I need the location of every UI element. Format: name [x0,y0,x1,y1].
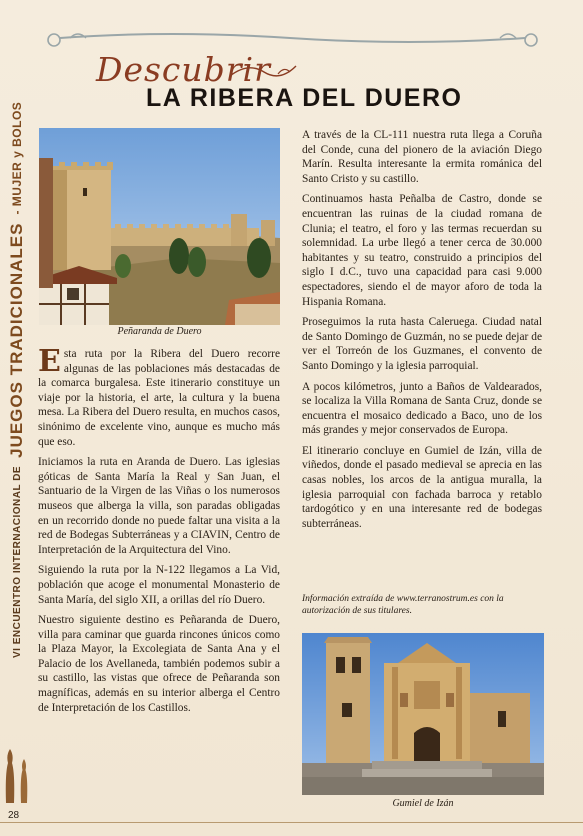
bowling-pins-icon [4,745,34,805]
photo-penaranda [39,128,280,325]
photo1-caption: Peñaranda de Duero [117,326,202,337]
banner-line-2: JUEGOS TRADICIONALES [7,222,26,458]
paragraph: Iniciamos la ruta en Aranda de Duero. Las iglesias góticas de Santa María la Real y San Juan, el Santuario de la Virgen de las Viñas o los numerosos museos que alberga la villa, son paradas obligadas en un recorrido donde no puede faltar una visita a la red de Bodegas Subterráneas y a CIAVIN, Centro de Interpretación de la Arquitectura del Vino. [38,456,280,556]
paragraph: Nuestro siguiente destino es Peñaranda de Duero, villa para caminar que guarda rincones únicos como la Plaza Mayor, la Excolegiata de Santa Ana y el Palacio de los Avellaneda, también podemos subir a su castillo, las vistas que ofrece de Peñaranda son magníficas, además en su interior alberga el Centro de Interpretación de los Castillos. [38,614,280,714]
vertical-banner [2,101,32,658]
right-column [302,128,542,537]
paragraph: Proseguimos la ruta hasta Caleruega. Ciudad natal de Santo Domingo de Guzmán, no se puede dejar de ver el Torreón de los Guzmanes, el convento de Santo Domingo y la iglesia parroquial. [302,316,542,372]
church-photo [302,633,544,795]
paragraph [38,344,280,449]
page-title: LA RIBERA DEL DUERO [146,84,463,112]
footer-rule [0,822,583,823]
castle-photo [39,128,280,325]
header-ornament [40,28,545,48]
paragraph-text: sta ruta por la Ribera del Duero recorre algunas de las poblaciones más destacadas de la comarca burgalesa. Este itinerario constituye un viaje por la historia, el arte, la cultura y la buena mesa. La Ribera del Duero resulta, en muchos casos, sinónimo de excelente vino, aunque es mucho más que eso. [38,348,280,448]
paragraph: A través de la CL-111 nuestra ruta llega a Coruña del Conde, cuna del pionero de la aviación Diego Marín. Resulta interesante la ermita románica del Santo Cristo y su castillo. [302,129,542,185]
photo2-caption: Gumiel de Izán [392,798,454,809]
photo-gumiel [302,633,544,795]
left-column [38,344,280,721]
paragraph: A pocos kilómetros, junto a Baños de Valdearados, se localiza la Villa Romana de Santa Cruz, donde se encuentra el mosaico dedicado a Baco, uno de los más grandes y mejor conservados de Europa. [302,380,542,437]
paragraph: El itinerario concluye en Gumiel de Izán, villa de viñedos, donde el pasado medieval se aprecia en las casas nobles, los arcos de la antigua muralla, la iglesia parroquial con fachada barroca y retablo tardogótico y en una interesante red de bodegas subterráneas. [302,444,542,530]
title-script: Descubrir [96,50,271,89]
banner-line-3: - MUJER y BOLOS [10,101,24,215]
drop-cap: E [38,344,61,379]
banner-line-1: VI ENCUENTRO INTERNACIONAL DE [11,465,23,658]
paragraph: Siguiendo la ruta por la N-122 llegamos a La Vid, población que acoge el monumental Monasterio de Santa María, del siglo XII, a orillas del río Duero. [38,564,280,606]
source-note: Información extraída de www.terranostrum.es con la autorización de sus titulares. [302,594,504,616]
paragraph: Continuamos hasta Peñalba de Castro, donde se encuentran las ruinas de la ciudad romana de Clunia; el teatro, el foro y las termas recuerdan su solemnidad. La urbe llegó a tener cerca de 30.000 habitantes y su teatro, construido a principios del siglo I d.C., tuvo una capacidad para casi 9.000 espectadores, siendo el de mayor aforo de toda la Hispania Romana. [302,193,542,308]
page-number: 28 [8,810,20,821]
